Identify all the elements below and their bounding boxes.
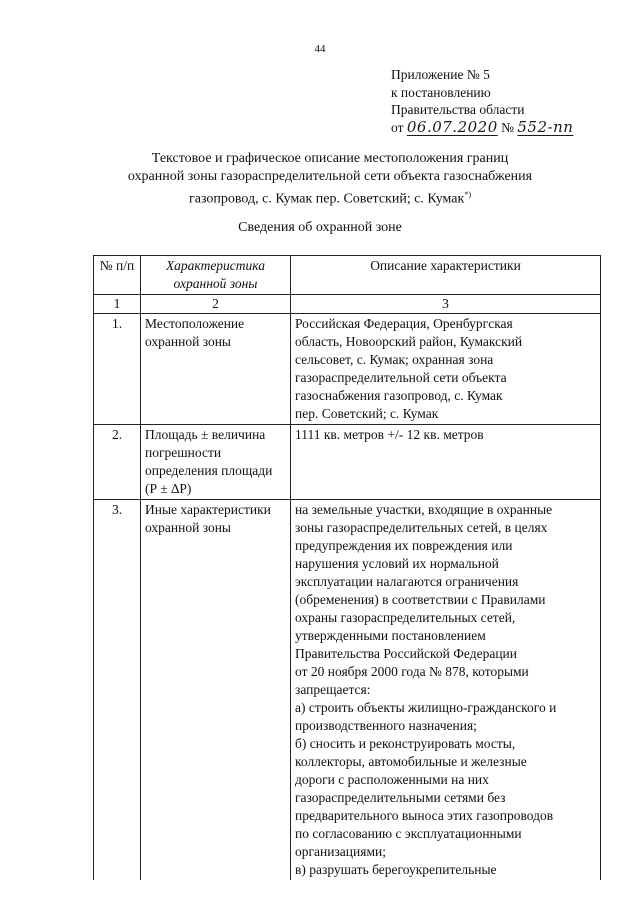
table-row [94,500,601,881]
description-line: от 20 ноября 2000 года № 878, которыми [295,664,529,679]
description-line: предупреждения их повреждения или [295,538,513,553]
section-subtitle: Сведения об охранной зоне [238,220,402,235]
table-header-row [94,256,601,295]
row-characteristic: Иные характеристики охранной зоны [141,500,291,881]
table-row [94,425,601,500]
description-line: Правительства Российской Федерации [295,646,517,661]
description-line: запрещается: [295,682,371,697]
appendix-line-3: Правительства области [391,102,525,117]
description-line: в) разрушать берегоукрепительные [295,862,497,877]
title-line-3 [60,186,600,209]
appendix-date-line [391,119,621,137]
description-line: 1111 кв. метров +/- 12 кв. метров [295,427,484,442]
footnote-mark: *) [464,190,471,199]
description-line: Российская Федерация, Оренбургская [295,316,513,331]
column-number-row [94,295,601,314]
title-line-1: Текстовое и графическое описание местоположения границ [151,151,509,166]
appendix-line-1: Приложение № 5 [391,67,490,82]
description-line: организациями; [295,844,386,859]
description-line: пер. Советский; с. Кумак [295,406,439,421]
handwritten-date: 06.07.2020 [406,117,498,136]
number-prefix: № [501,119,515,135]
header-number: № п/п [94,256,141,295]
description-line: нарушения условий их нормальной [295,556,499,571]
description-line: зоны газораспределительных сетей, в целях [295,520,548,535]
row-number: 2. [94,425,141,500]
description-line: производственного назначения; [295,718,477,733]
description-line: газораспределительной сети объекта [295,370,507,385]
description-line: (обременения) в соответствии с Правилами [295,592,546,607]
document-title [60,150,600,209]
row-description [291,425,601,500]
row-characteristic: Площадь ± величина погрешности определения площади (Р ± ∆Р) [141,425,291,500]
column-number: 3 [291,295,601,314]
description-line: область, Новоорский район, Кумакский [295,334,523,349]
description-line: по согласованию с эксплуатационными [295,826,522,841]
protection-zone-table [93,255,601,880]
row-characteristic: Местоположение охранной зоны [141,314,291,425]
header-characteristic: Характеристика охранной зоны [141,256,291,295]
handwritten-number: 552-пп [517,117,574,136]
row-number: 3. [94,500,141,881]
date-prefix: от [391,119,404,135]
column-number: 2 [141,295,291,314]
title-line-3-text: газопровод, с. Кумак пер. Советский; с. Кумак [189,191,465,207]
description-line: а) строить объекты жилищно-гражданского и [295,700,557,715]
column-number: 1 [94,295,141,314]
description-line: коллекторы, автомобильные и железные [295,754,527,769]
description-line: газораспределительными сетями без [295,790,506,805]
page-number: 44 [314,43,326,55]
description-line: охраны газораспределительных сетей, [295,610,516,625]
description-line: б) сносить и реконструировать мосты, [295,736,516,751]
description-line: на земельные участки, входящие в охранные [295,502,553,517]
description-line: дороги с расположенными на них [295,772,489,787]
table-row [94,314,601,425]
appendix-header [391,66,621,136]
row-description [291,314,601,425]
description-line: предварительного выноса этих газопроводов [295,808,554,823]
description-line: эксплуатации налагаются ограничения [295,574,519,589]
row-description [291,500,601,881]
description-line: сельсовет, с. Кумак; охранная зона [295,352,494,367]
description-line: утвержденными постановлением [295,628,486,643]
title-line-2: охранной зоны газораспределительной сети объекта газоснабжения [127,169,533,184]
row-number: 1. [94,314,141,425]
description-line: газоснабжения газопровод, с. Кумак [295,388,503,403]
header-description: Описание характеристики [291,256,601,295]
appendix-line-2: к постановлению [391,84,491,100]
